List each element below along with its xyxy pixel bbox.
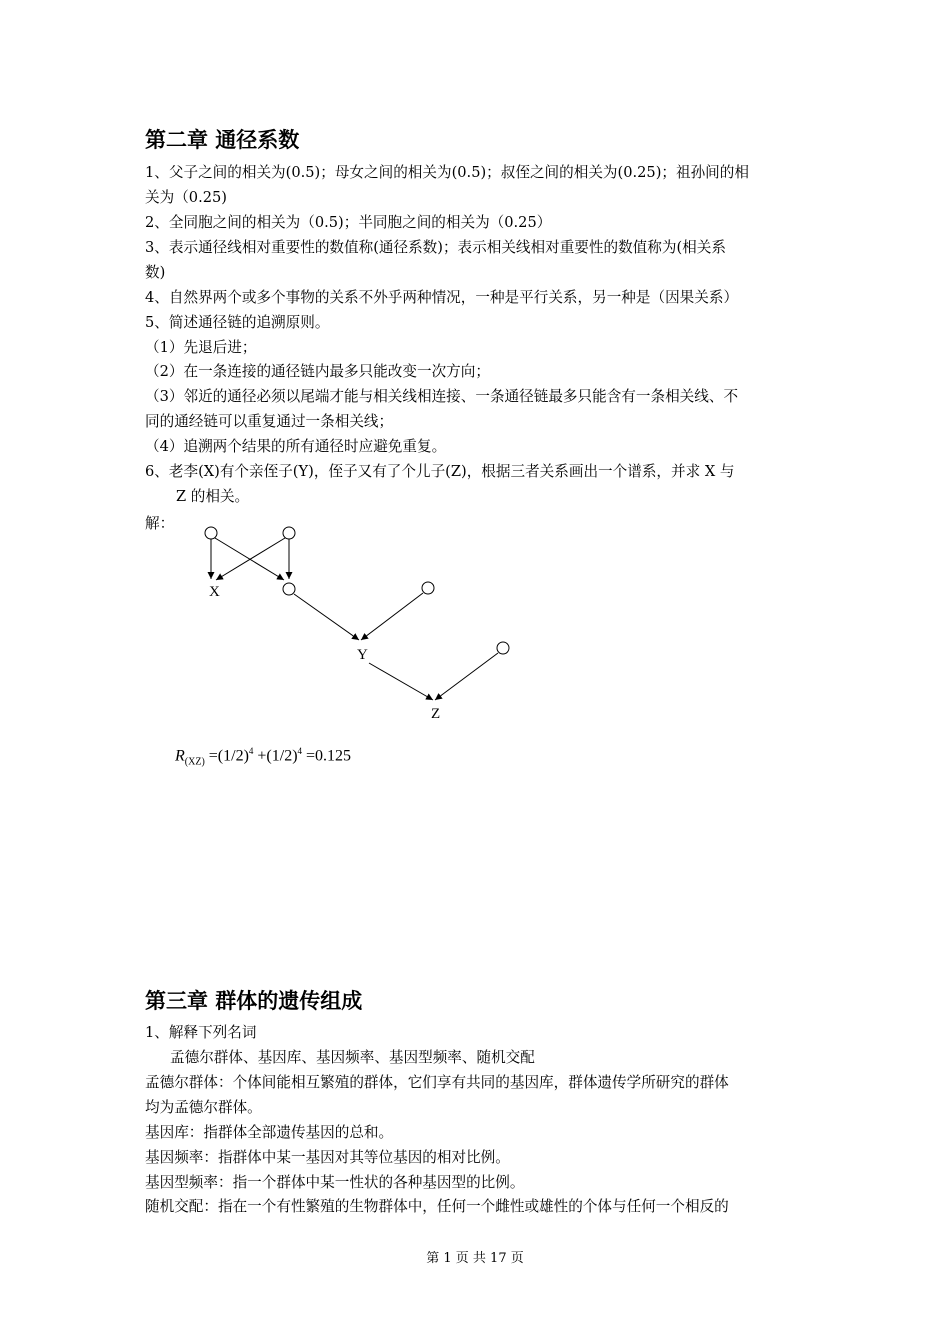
- text-line: 均为孟德尔群体。: [145, 1099, 262, 1116]
- node-label-x: X: [209, 584, 220, 600]
- text-line: （3）邻近的通径必须以尾端才能与相关线相连接、一条通径链最多只能含有一条相关线、不: [145, 388, 739, 405]
- text-line: 随机交配：指在一个有性繁殖的生物群体中，任何一个雌性或雄性的个体与任何一个相反的: [145, 1198, 729, 1215]
- formula-r: R: [175, 747, 185, 765]
- correlation-formula: [175, 746, 351, 768]
- text-line: 孟德尔群体、基因库、基因频率、基因型频率、随机交配: [170, 1049, 535, 1066]
- text-line: （2）在一条连接的通径链内最多只能改变一次方向；: [145, 363, 490, 380]
- spouse-node: [422, 582, 434, 594]
- text-line: 同的通经链可以重复通过一条相关线；: [145, 413, 394, 430]
- chapter-2-title: 第二章 通径系数: [145, 128, 300, 152]
- path-line: [361, 593, 423, 640]
- text-line: 2、全同胞之间的相关为（0.5)；半同胞之间的相关为（0.25）: [145, 214, 552, 231]
- text-line: （1）先退后进；: [145, 339, 257, 356]
- ancestor-node: [205, 527, 217, 539]
- formula-part: =(1/2): [204, 747, 249, 765]
- path-line: [435, 653, 498, 700]
- text-line: Z 的相关。: [176, 488, 250, 505]
- text-line: 解：: [145, 515, 175, 532]
- formula-part: +(1/2): [253, 747, 298, 765]
- text-line: 1、解释下列名词: [145, 1024, 257, 1041]
- chapter-3-title: 第三章 群体的遗传组成: [145, 989, 363, 1013]
- ancestor-node: [283, 527, 295, 539]
- text-line: 孟德尔群体：个体间能相互繁殖的群体，它们享有共同的基因库，群体遗传学所研究的群体: [145, 1074, 729, 1091]
- text-line: 4、自然界两个或多个事物的关系不外乎两种情况，一种是平行关系，另一种是（因果关系）: [145, 289, 739, 306]
- text-line: 基因型频率：指一个群体中某一性状的各种基因型的比例。: [145, 1174, 525, 1191]
- formula-result: =0.125: [302, 747, 352, 765]
- text-line: 1、父子之间的相关为(0.5)；母女之间的相关为(0.5)；叔侄之间的相关为(0.25)；祖孙间的相: [145, 164, 749, 181]
- text-line: 数): [145, 264, 166, 281]
- text-line: 3、表示通径线相对重要性的数值称(通径系数)；表示相关线相对重要性的数值称为(相关系: [145, 239, 726, 256]
- text-line: （4）追溯两个结果的所有通径时应避免重复。: [145, 438, 447, 455]
- page-footer: 第 1 页 共 17 页: [426, 1251, 524, 1266]
- path-line: [215, 538, 284, 580]
- spouse-node: [497, 642, 509, 654]
- formula-subscript: (XZ): [184, 756, 205, 768]
- path-line: [369, 663, 433, 700]
- text-line: 6、老李(X)有个亲侄子(Y)，侄子又有了个儿子(Z)，根据三者关系画出一个谱系，并求 X 与: [145, 463, 735, 480]
- formula-exponent: 4: [297, 746, 303, 756]
- node-label-y: Y: [357, 647, 368, 663]
- text-line: 基因库：指群体全部遗传基因的总和。: [145, 1124, 394, 1141]
- formula-exponent: 4: [248, 746, 254, 756]
- sibling-node: [283, 583, 295, 595]
- path-line: [294, 594, 359, 640]
- text-line: 5、简述通径链的追溯原则。: [145, 314, 330, 331]
- path-line: [216, 538, 285, 580]
- text-line: 基因频率：指群体中某一基因对其等位基因的相对比例。: [145, 1149, 510, 1166]
- text-line: 关为（0.25): [145, 189, 227, 206]
- node-label-z: Z: [431, 706, 441, 722]
